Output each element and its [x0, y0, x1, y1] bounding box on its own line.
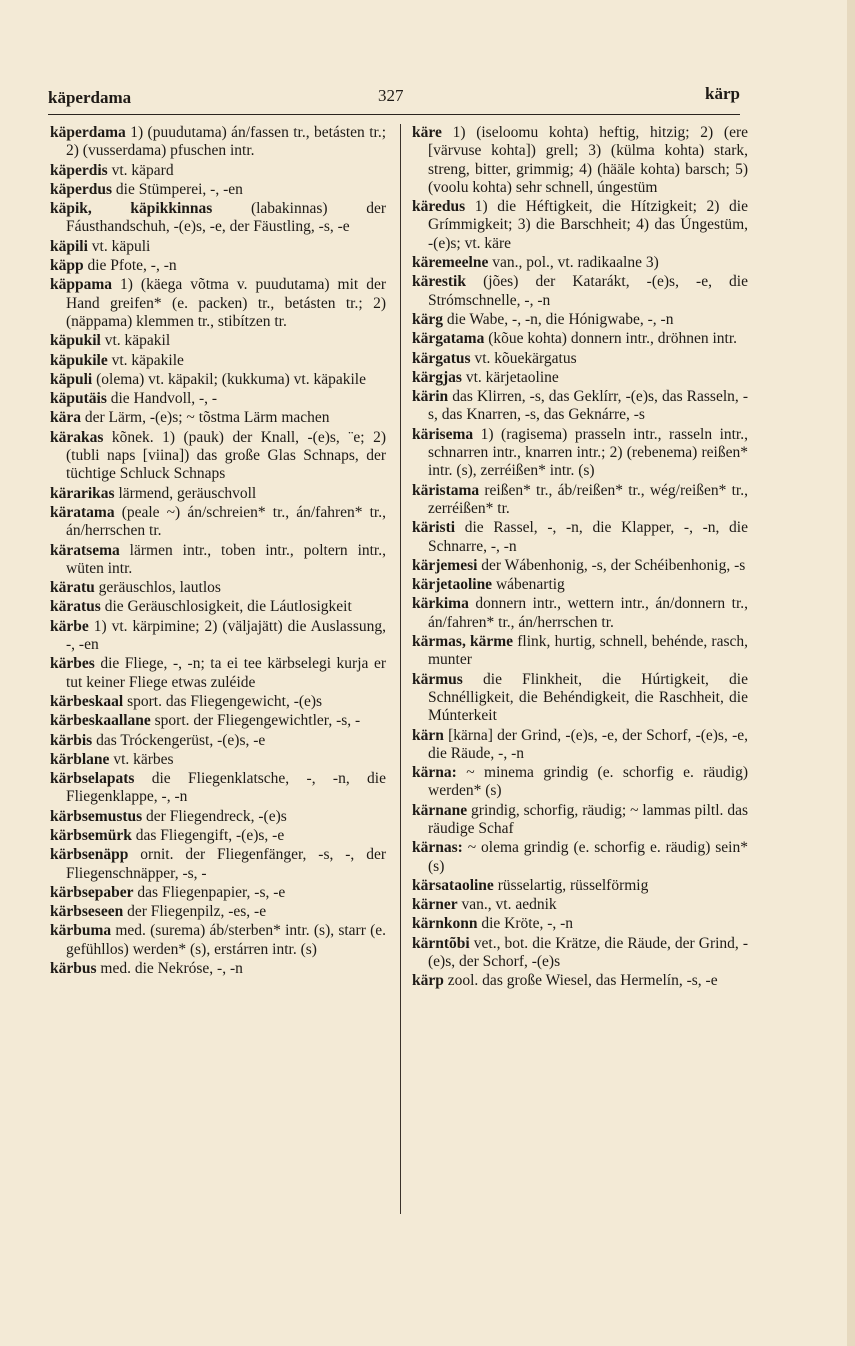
entry-definition: die Pfote, -, -n [83, 257, 177, 275]
entry-headword: kärsataoline [412, 876, 494, 894]
dictionary-entry [50, 922, 386, 959]
entry-headword: kärjemesi [412, 556, 478, 574]
dictionary-entry [50, 542, 386, 579]
entry-headword: kärkima [412, 595, 469, 613]
entry-definition: (labakinnas) der Fáusthandschuh, -(e)s, -e, der Fäustling, -s, -e [66, 200, 386, 236]
entry-definition: 1) (käega võtma v. puudutama) mit der Hand greifen* (e. packen) tr., betásten tr.; 2) (näppama) klemmen tr., stibítzen tr. [66, 276, 386, 330]
dictionary-entry [50, 332, 386, 350]
dictionary-entry [50, 770, 386, 807]
entry-definition: rüsselartig, rüsselförmig [493, 876, 649, 894]
entry-headword: kärin [412, 388, 449, 406]
header-rule [48, 114, 740, 115]
entry-definition: 1) vt. kärpimine; 2) (väljajätt) die Auslassung, -, -en [66, 617, 386, 654]
entry-headword: kärgatama [412, 330, 485, 348]
entry-definition: vt. kärjetaoline [461, 368, 559, 386]
entry-headword: käristi [412, 519, 456, 537]
entry-definition: vt. käpard [107, 161, 174, 179]
dictionary-entry [50, 903, 386, 921]
dictionary-entry [412, 802, 748, 839]
column-divider [400, 124, 401, 1214]
entry-definition: das Klirren, -s, das Geklírr, -(e)s, das Rasseln, -s, das Knarren, -s, das Geknárre, -s [428, 388, 748, 424]
dictionary-entry [412, 935, 748, 972]
entry-definition: zool. das große Wiesel, das Hermelín, -s, -e [443, 972, 718, 990]
entry-definition: van., pol., vt. radikaalne 3) [488, 254, 659, 272]
entry-definition: lärmen intr., toben intr., poltern intr., wüten intr. [66, 541, 386, 577]
entry-headword: käppama [50, 276, 113, 294]
entry-headword: kärbe [50, 617, 89, 635]
entry-definition: die Kröte, -, -n [477, 915, 574, 933]
entry-definition: (kõue kohta) donnern intr., dröhnen intr. [484, 330, 738, 348]
dictionary-entry [50, 181, 386, 199]
entry-definition: die Fliegenklatsche, -, -n, die Fliegenklappe, -, -n [66, 770, 386, 806]
entry-definition: vet., bot. die Krätze, die Räude, der Grind, -(e)s, der Schorf, -(e)s [428, 934, 748, 971]
dictionary-entry [412, 426, 748, 481]
page-edge [847, 0, 855, 1346]
entry-definition: die Flinkheit, die Húrtigkeit, die Schnélligkeit, die Behéndigkeit, die Raschheit, die Múnterkeit [428, 670, 748, 725]
dictionary-entry [50, 827, 386, 845]
entry-definition: donnern intr., wettern intr., án/donnern tr., án/fahren* tr., án/herrschen tr. [428, 595, 748, 631]
entry-headword: käpukile [50, 351, 108, 369]
dictionary-entry [412, 124, 748, 197]
entry-definition: 1) die Héftigkeit, die Hítzigkeit; 2) die Grímmigkeit; 3) die Barschheit; 4) das Úngestüm, -(e)s; vt. käre [428, 198, 748, 252]
dictionary-entry [412, 633, 748, 670]
entry-headword: kärmas, kärme [412, 633, 514, 651]
entry-definition: (jões) der Katarákt, -(e)s, -e, die Strómschnelle, -, -n [428, 273, 748, 309]
entry-headword: kärner [412, 896, 458, 914]
entry-headword: kärbus [50, 960, 97, 978]
dictionary-entry [412, 311, 748, 329]
entry-definition: flink, hurtig, schnell, behénde, rasch, munter [428, 633, 748, 669]
dictionary-entry [50, 124, 386, 161]
entry-definition: geräuschlos, lautlos [94, 579, 221, 597]
entry-headword: käremeelne [412, 254, 489, 272]
entry-headword: käpik, käpikkinnas [50, 200, 213, 218]
entry-definition: sport. der Fliegengewichtler, -s, - [150, 712, 361, 730]
entry-definition: reißen* tr., áb/reißen* tr., wég/reißen* tr., zerréißen* tr. [428, 481, 748, 517]
entry-headword: käpp [50, 257, 84, 275]
entry-definition: die Handvoll, -, - [106, 390, 218, 408]
entry-headword: käperdama [50, 124, 126, 141]
dictionary-entry [412, 915, 748, 933]
dictionary-entry [50, 712, 386, 730]
entry-headword: kärp [412, 972, 444, 990]
entry-headword: käpili [50, 237, 88, 255]
dictionary-entry [50, 693, 386, 711]
dictionary-entry [50, 655, 386, 692]
right-column [412, 124, 748, 992]
entry-definition: grindig, schorfig, räudig; ~ lammas piltl. das räudige Schaf [428, 801, 748, 837]
entry-headword: kärbseseen [50, 903, 124, 921]
dictionary-entry [50, 732, 386, 750]
dictionary-entry [50, 846, 386, 883]
entry-definition: vt. kõuekärgatus [470, 349, 577, 367]
entry-definition: [kärna] der Grind, -(e)s, -e, der Schorf, -(e)s, -e, die Räude, -, -n [428, 726, 748, 762]
entry-headword: kärmus [412, 670, 463, 688]
page-number: 327 [378, 86, 404, 105]
dictionary-entry [412, 764, 748, 801]
entry-headword: kärarikas [50, 484, 115, 502]
left-column [50, 124, 386, 979]
entry-definition: das Fliegenpapier, -s, -e [133, 883, 286, 901]
entry-headword: käpukil [50, 332, 101, 350]
dictionary-entry [412, 369, 748, 387]
entry-definition: 1) (iseloomu kohta) heftig, hitzig; 2) (ere [värvuse kohta]) grell; 3) (külma kohta) stark, streng, bitter, grimmig; 4) (hääle kohta) barsch; 5) (voolu kohta) sehr schnell, úngestüm [428, 124, 748, 196]
entry-definition: vt. kärbes [109, 750, 174, 768]
entry-headword: käratu [50, 579, 95, 597]
entry-headword: kärbsemustus [50, 807, 143, 825]
dictionary-entry [50, 618, 386, 655]
dictionary-entry [50, 162, 386, 180]
entry-definition: das Tróckengerüst, -(e)s, -e [92, 731, 266, 749]
dictionary-entry [50, 371, 386, 389]
entry-headword: kärbeskaal [50, 692, 124, 710]
dictionary-entry [50, 238, 386, 256]
dictionary-entry [50, 504, 386, 541]
entry-definition: ornit. der Fliegenfänger, -s, -, der Fliegenschnäpper, -s, - [66, 846, 386, 882]
entry-definition: sport. das Fliegengewicht, -(e)s [123, 692, 323, 710]
entry-definition: 1) (ragisema) prasseln intr., rasseln intr., schnarren intr., knarren intr.; 2) (rebenema) reißen* intr. (s), zerréißen* intr. (s) [428, 425, 748, 480]
dictionary-entry [50, 884, 386, 902]
entry-headword: kärbsepaber [50, 883, 134, 901]
entry-headword: käratama [50, 503, 115, 521]
entry-definition: die Stümperei, -, -en [112, 180, 243, 198]
left-guideword: käperdama [48, 88, 132, 107]
entry-headword: kära [50, 409, 81, 427]
dictionary-entry [412, 350, 748, 368]
entry-definition: van., vt. aednik [457, 896, 557, 914]
dictionary-entry [50, 200, 386, 237]
dictionary-entry [50, 751, 386, 769]
entry-headword: käratsema [50, 541, 120, 559]
dictionary-entry [412, 519, 748, 556]
dictionary-entry [412, 972, 748, 990]
dictionary-entry [50, 429, 386, 484]
entry-definition: die Fliege, -, -n; ta ei tee kärbselegi kurja er tut keiner Fliege etwas zuléide [66, 655, 386, 691]
entry-headword: kärntõbi [412, 934, 470, 952]
entry-headword: käputäis [50, 390, 107, 408]
dictionary-entry [50, 960, 386, 978]
dictionary-entry [50, 579, 386, 597]
entry-definition: das Fliegengift, -(e)s, -e [131, 826, 285, 844]
dictionary-entry [412, 254, 748, 272]
entry-definition: 1) (puudutama) án/fassen tr., betásten tr.; 2) (vusserdama) pfuschen intr. [66, 124, 386, 160]
entry-headword: kärblane [50, 750, 110, 768]
entry-definition: kõnek. 1) (pauk) der Knall, -(e)s, ¨e; 2) (tubli naps [viina]) das große Glas Schnaps, der tüchtige Schluck Schnaps [66, 428, 386, 483]
entry-headword: kärestik [412, 273, 466, 291]
entry-headword: käristama [412, 481, 480, 499]
entry-definition: der Fliegendreck, -(e)s [142, 807, 287, 825]
entry-definition: der Fliegenpilz, -es, -e [123, 903, 267, 921]
entry-definition: med. (surema) áb/sterben* intr. (s), starr (e. gefühllos) werden* (s), erstárren intr. (s) [66, 922, 386, 958]
entry-definition: vt. käpakil [100, 332, 171, 350]
entry-definition: die Wabe, -, -n, die Hónigwabe, -, -n [443, 310, 674, 328]
entry-headword: kärbsemürk [50, 826, 132, 844]
entry-headword: kärgjas [412, 368, 462, 386]
dictionary-entry [412, 198, 748, 253]
entry-definition: wábenartig [492, 576, 565, 594]
dictionary-entry [412, 557, 748, 575]
dictionary-entry [50, 808, 386, 826]
entry-headword: kärnane [412, 801, 468, 819]
entry-definition: die Rassel, -, -n, die Klapper, -, -n, die Schnarre, -, -n [428, 519, 748, 555]
running-head [48, 84, 740, 110]
dictionary-entry [412, 576, 748, 594]
entry-headword: käre [412, 124, 442, 141]
entry-headword: kärisema [412, 425, 474, 443]
dictionary-entry [50, 390, 386, 408]
entry-headword: kärnas: [412, 839, 463, 857]
entry-definition: der Wábenhonig, -s, der Schéibenhonig, -s [477, 556, 746, 574]
dictionary-entry [412, 727, 748, 764]
entry-headword: kärjetaoline [412, 576, 493, 594]
entry-definition: die Geräuschlosigkeit, die Láutlosigkeit [100, 598, 352, 616]
entry-headword: kärbis [50, 731, 93, 749]
dictionary-entry [412, 273, 748, 310]
entry-headword: kärbselapats [50, 770, 135, 788]
entry-definition: (olema) vt. käpakil; (kukkuma) vt. käpakile [92, 370, 366, 388]
entry-headword: kärn [412, 726, 444, 744]
dictionary-entry [412, 595, 748, 632]
entry-headword: kärg [412, 310, 443, 328]
dictionary-entry [50, 257, 386, 275]
entry-definition: (peale ~) án/schreien* tr., án/fahren* tr., án/herrschen tr. [66, 503, 386, 540]
right-guideword: kärp [705, 84, 740, 103]
dictionary-entry [50, 352, 386, 370]
entry-definition: vt. käpuli [87, 237, 151, 255]
dictionary-entry [412, 896, 748, 914]
entry-definition: ~ minema grindig (e. schorfig e. räudig) werden* (s) [428, 764, 748, 800]
dictionary-entry [50, 276, 386, 331]
dictionary-entry [50, 598, 386, 616]
dictionary-entry [412, 330, 748, 348]
dictionary-entry [412, 839, 748, 876]
entry-headword: kärbsenäpp [50, 846, 129, 864]
dictionary-entry [412, 482, 748, 519]
entry-headword: käperdus [50, 180, 113, 198]
entry-definition: med. die Nekróse, -, -n [96, 960, 243, 978]
entry-headword: käpuli [50, 370, 93, 388]
dictionary-entry [50, 485, 386, 503]
entry-definition: der Lärm, -(e)s; ~ tõstma Lärm machen [81, 409, 330, 427]
dictionary-entry [412, 388, 748, 425]
entry-headword: kärbes [50, 655, 95, 673]
dictionary-entry [412, 671, 748, 726]
entry-headword: kärbuma [50, 922, 112, 940]
entry-headword: kärgatus [412, 349, 471, 367]
entry-definition: ~ olema grindig (e. schorfig e. räudig) sein* (s) [428, 839, 748, 875]
entry-headword: käratus [50, 598, 101, 616]
entry-headword: käredus [412, 198, 466, 216]
dictionary-entry [412, 877, 748, 895]
dictionary-entry [50, 409, 386, 427]
entry-headword: kärbeskaallane [50, 712, 151, 730]
entry-definition: vt. käpakile [107, 351, 184, 369]
entry-headword: kärna: [412, 764, 457, 782]
entry-definition: lärmend, geräuschvoll [114, 484, 257, 502]
entry-headword: kärnkonn [412, 915, 478, 933]
entry-headword: kärakas [50, 428, 104, 446]
entry-headword: käperdis [50, 161, 108, 179]
